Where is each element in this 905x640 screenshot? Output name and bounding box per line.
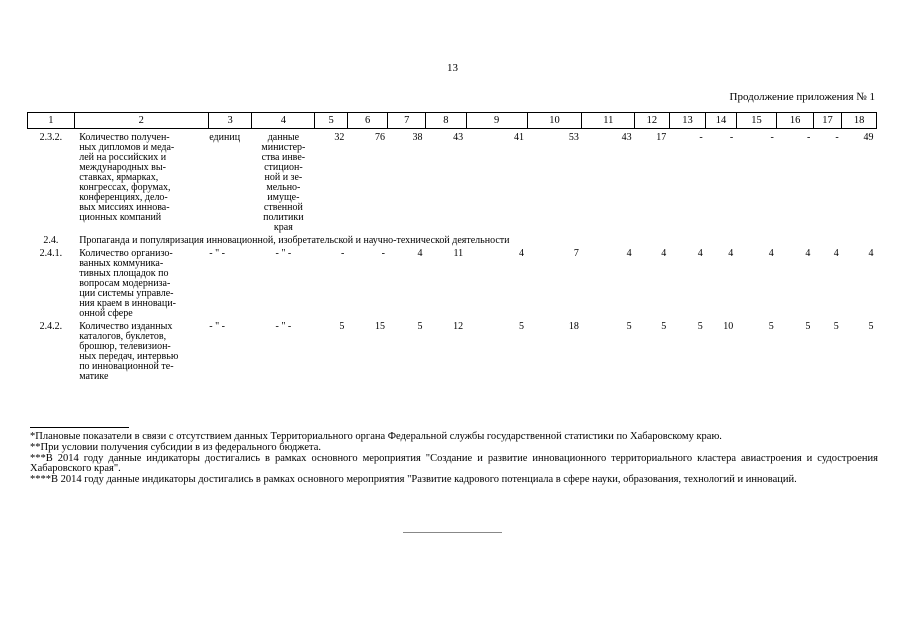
value-cell: 53 [568, 132, 579, 143]
value-cell: 32 [334, 132, 345, 143]
value-cell: 4 [768, 248, 774, 259]
section-row [28, 233, 877, 246]
value-cell: 5 [697, 321, 703, 332]
header-row [28, 113, 877, 129]
value-cell: 5 [768, 321, 774, 332]
column-header: 15 [736, 113, 777, 129]
column-header: 3 [208, 113, 252, 129]
value-cell: - [341, 248, 345, 259]
value-cell: 38 [412, 132, 423, 143]
appendix-title: Продолжение приложения № 1 [729, 91, 875, 103]
value-cell: 5 [519, 321, 525, 332]
value-cell: 11 [453, 248, 464, 259]
table-row [28, 246, 877, 319]
table-row [28, 129, 877, 234]
column-header: 1 [28, 113, 75, 129]
indicators-table [27, 112, 877, 382]
column-header: 6 [347, 113, 388, 129]
footnote: ***В 2014 году данные индикаторы достигались в рамках основного мероприятия "Создание и развитие инновационного территориального кластера авиастроения и судостроения Хабаровского края". [30, 452, 878, 475]
column-header: 9 [466, 113, 527, 129]
value-cell: 41 [514, 132, 525, 143]
value-cell: 17 [656, 132, 667, 143]
value-cell: 18 [568, 321, 579, 332]
unit-cell: единиц [209, 132, 241, 143]
indicator-name: Количество организо- ванных коммуника- тивных площадок по вопросам модерниза- ции системы управле- ния краем в инноваци- онной сфере [79, 248, 176, 319]
value-cell: - [381, 248, 385, 259]
value-cell: 4 [697, 248, 703, 259]
column-header: 11 [582, 113, 635, 129]
table-row [28, 319, 877, 382]
column-header: 8 [426, 113, 467, 129]
value-cell: 49 [863, 132, 874, 143]
value-cell: 4 [833, 248, 839, 259]
value-cell: 5 [833, 321, 839, 332]
unit-cell: - " - [209, 248, 225, 259]
value-cell: - [807, 132, 811, 143]
footnote-divider [30, 427, 129, 428]
value-cell: 4 [661, 248, 667, 259]
column-header: 4 [252, 113, 315, 129]
page-number: 13 [447, 62, 458, 74]
footnote: ****В 2014 году данные индикаторы достигались в рамках основного мероприятия "Развитие кадрового потенциала в сфере науки, образования, технологий и инноваций. [30, 474, 797, 486]
row-code: 2.3.2. [39, 132, 63, 143]
footnote: *Плановые показатели в связи с отсутствием данных Территориального органа Федеральной службы государственной статистики по Хабаровскому краю. [30, 431, 722, 442]
value-cell: 5 [805, 321, 811, 332]
column-header: 14 [706, 113, 736, 129]
value-cell: 4 [417, 248, 423, 259]
column-header: 10 [527, 113, 582, 129]
row-code: 2.4.1. [39, 248, 63, 259]
row-code: 2.4.2. [39, 321, 63, 332]
column-header: 5 [315, 113, 347, 129]
value-cell: - [699, 132, 703, 143]
value-cell: - [770, 132, 774, 143]
footnotes [30, 432, 878, 486]
value-cell: 5 [626, 321, 632, 332]
column-header: 2 [74, 113, 208, 129]
indicator-name: Количество получен- ных дипломов и меда- лей на российских и международных вы- ставках, ярмарках, конгрессах, форумах, конференциях, дело- вых миссиях иннова- ционных компаний [79, 132, 175, 223]
column-header: 16 [777, 113, 814, 129]
column-header: 12 [635, 113, 670, 129]
indicator-name: Количество изданных каталогов, буклетов, брошюр, телевизион- ных передач, интервью по инновационной те- матике [79, 321, 179, 382]
value-cell: - [729, 132, 734, 143]
value-cell: 4 [805, 248, 811, 259]
value-cell: 12 [453, 321, 464, 332]
source-cell: - " - [275, 321, 292, 332]
value-cell: 15 [374, 321, 385, 332]
value-cell: 5 [661, 321, 667, 332]
source-cell: данные министер- ства инве- стицион- ной и зе- мельно- имуще- ственной политики края [261, 132, 306, 233]
value-cell: - [835, 132, 839, 143]
value-cell: 7 [573, 248, 579, 259]
value-cell: 76 [374, 132, 385, 143]
value-cell: 10 [723, 321, 734, 332]
value-cell: 43 [453, 132, 464, 143]
value-cell: 4 [626, 248, 632, 259]
column-header: 13 [669, 113, 706, 129]
value-cell: 5 [868, 321, 874, 332]
column-header: 17 [813, 113, 841, 129]
value-cell: 5 [417, 321, 423, 332]
value-cell: 4 [519, 248, 525, 259]
footnote: **При условии получения субсидии в из федерального бюджета. [30, 441, 322, 453]
unit-cell: - " - [209, 321, 225, 332]
section-title: Пропаганда и популяризация инновационной, изобретательской и научно-технической деятельности [79, 235, 510, 246]
end-divider [403, 532, 502, 533]
column-header: 7 [388, 113, 426, 129]
value-cell: 5 [339, 321, 345, 332]
value-cell: 4 [728, 248, 734, 259]
value-cell: 43 [621, 132, 632, 143]
source-cell: - " - [275, 248, 292, 259]
value-cell: 4 [868, 248, 874, 259]
column-header: 18 [842, 113, 877, 129]
section-code: 2.4. [43, 235, 59, 246]
